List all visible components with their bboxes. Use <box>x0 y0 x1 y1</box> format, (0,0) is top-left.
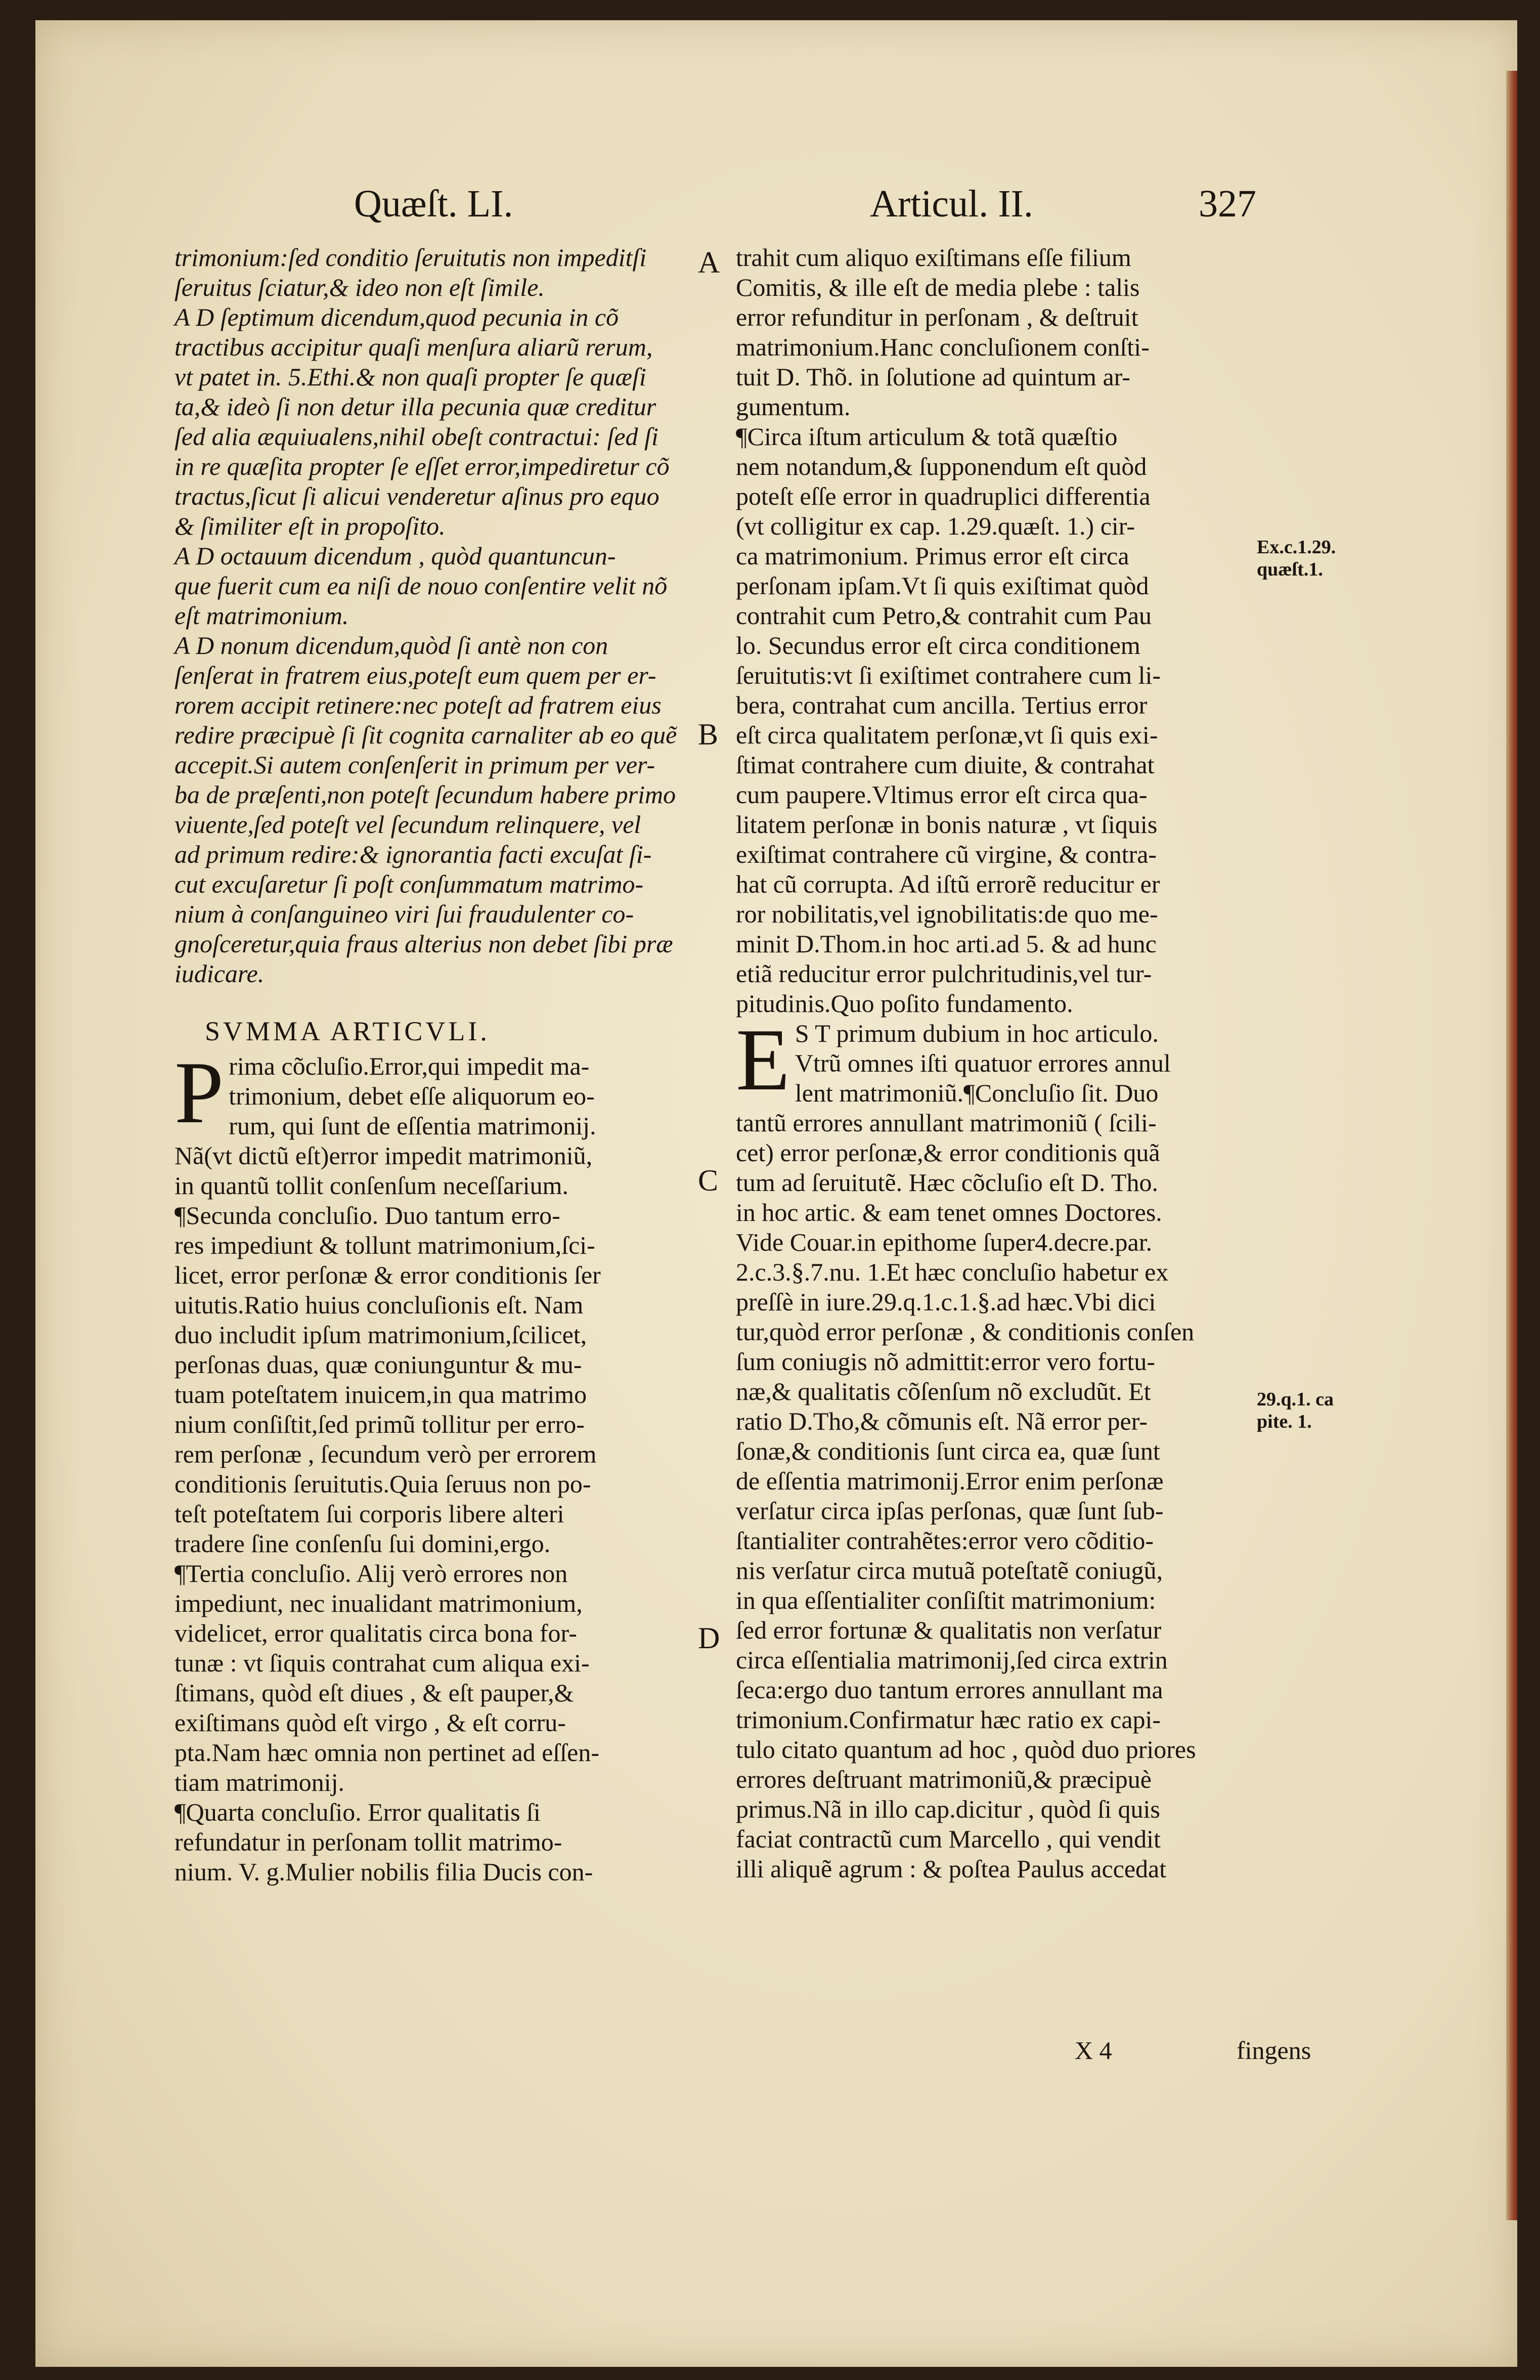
margin-note-text: 29.q.1. ca <box>1257 1389 1334 1410</box>
text-line: viuente,ſed poteſt vel ſecundum relinquere, vel <box>174 810 641 839</box>
text-line: (vt colligitur ex cap. 1.29.quæſt. 1.) cir- <box>736 512 1135 540</box>
text-line: rem perſonæ , ſecundum verò per errorem <box>174 1440 597 1468</box>
margin-note-text: quæſt.1. <box>1257 559 1323 580</box>
margin-note-text: pite. 1. <box>1257 1411 1312 1432</box>
dubium-paragraph <box>736 1010 1290 1109</box>
text-line: pta.Nam hæc omnia non pertinet ad eſſen- <box>174 1738 600 1767</box>
text-line: ſeruitutis:vt ſi exiſtimet contrahere cum li- <box>736 661 1161 689</box>
text-line: in qua eſſentialiter conſiſtit matrimonium: <box>736 1586 1156 1614</box>
text-line: ¶Quarta concluſio. Error qualitatis ſi <box>174 1798 541 1826</box>
text-line: nium conſiſtit,ſed primũ tollitur per erro- <box>174 1410 585 1438</box>
summa-body <box>174 1043 713 1887</box>
text-line: tum ad ſeruitutẽ. Hæc cõcluſio eſt D. Tho. <box>736 1168 1159 1197</box>
text-line: gnoſceretur,quia fraus alterius non debet ſibi præ <box>174 930 673 958</box>
margin-note-2 <box>1257 1388 1334 1433</box>
text-line: ca matrimonium. Primus error eſt circa <box>736 542 1129 570</box>
text-line: minit D.Thom.in hoc arti.ad 5. & ad hunc <box>736 930 1157 958</box>
text-line: eſt matrimonium. <box>174 601 349 630</box>
text-line: accepit.Si autem conſenſerit in primum per ver- <box>174 751 655 779</box>
text-line: rima cõcluſio.Error,qui impedit ma- <box>229 1052 590 1080</box>
text-line: in hoc artic. & eam tenet omnes Doctores. <box>736 1198 1162 1226</box>
text-line: hat cũ corrupta. Ad iſtũ errorẽ reducitur er <box>736 870 1160 898</box>
margin-letter-c: C <box>698 1164 719 1197</box>
text-line: cum paupere.Vltimus error eſt circa qua- <box>736 780 1148 809</box>
text-line: Nã(vt dictũ eſt)error impedit matrimoniũ, <box>174 1141 593 1170</box>
header-article: Articul. II. <box>870 183 1033 225</box>
text-line: ſenſerat in fratrem eius,poteſt eum quem per er- <box>174 661 656 689</box>
text-line: etiã reducitur error pulchritudinis,vel tur- <box>736 959 1152 988</box>
left-column <box>174 243 713 1887</box>
text-line: & ſimiliter eſt in propoſito. <box>174 512 446 540</box>
text-line: rum, qui ſunt de eſſentia matrimonij. <box>229 1112 596 1140</box>
text-line: gumentum. <box>736 392 851 421</box>
text-line: error refunditur in perſonam , & deſtruit <box>736 303 1138 331</box>
text-line: conditionis ſeruitutis.Quia ſeruus non po- <box>174 1470 591 1498</box>
text-line: litatem perſonæ in bonis naturæ , vt ſiquis <box>736 810 1158 839</box>
text-line: tractibus accipitur quaſi menſura aliarũ rerum, <box>174 333 653 361</box>
text-line: lo. Secundus error eſt circa conditionem <box>736 631 1140 659</box>
margin-note-1 <box>1257 536 1336 581</box>
margin-letter-a: A <box>698 246 720 279</box>
book-page <box>35 20 1517 2367</box>
text-line: matrimonium.Hanc concluſionem conſti- <box>736 333 1150 361</box>
text-line: ratio D.Tho,& cõmunis eſt. Nã error per- <box>736 1407 1148 1435</box>
text-line: videlicet, error qualitatis circa bona for- <box>174 1619 577 1647</box>
text-line: tunæ : vt ſiquis contrahat cum aliqua exi- <box>174 1649 590 1677</box>
text-line: 2.c.3.§.7.nu. 1.Et hæc concluſio habetur ex <box>736 1258 1169 1286</box>
text-line: ¶Secunda concluſio. Duo tantum erro- <box>174 1201 560 1229</box>
text-line: contrahit cum Petro,& contrahit cum Pau <box>736 601 1152 630</box>
text-line: licet, error perſonæ & error conditionis ſer <box>174 1261 601 1289</box>
text-line: tulo citato quantum ad hoc , quòd duo priores <box>736 1735 1196 1764</box>
summa-heading: SVMMA ARTICVLI. <box>205 1016 490 1046</box>
text-line: ſtimans, quòd eſt diues , & eſt pauper,& <box>174 1679 574 1707</box>
text-line: ſtantialiter contrahẽtes:error vero cõditio- <box>736 1526 1154 1555</box>
text-line: cet) error perſonæ,& error conditionis quã <box>736 1138 1160 1167</box>
text-line: tradere ſine conſenſu ſui domini,ergo. <box>174 1529 551 1558</box>
text-line: nis verſatur circa mutuã poteſtatẽ coniugũ, <box>736 1556 1163 1584</box>
text-line: tuit D. Thõ. in ſolutione ad quintum ar- <box>736 363 1130 391</box>
text-line: preſſè in iure.29.q.1.c.1.§.ad hæc.Vbi dici <box>736 1288 1156 1316</box>
text-line: næ,& qualitatis cõſenſum nõ excludũt. Et <box>736 1377 1151 1405</box>
text-line: iudicare. <box>174 959 265 988</box>
text-line: refundatur in perſonam tollit matrimo- <box>174 1828 562 1856</box>
text-line: faciat contractũ cum Marcello , qui vendit <box>736 1825 1161 1853</box>
text-line: trimonium, debet eſſe aliquorum eo- <box>229 1082 595 1110</box>
text-line: ſed error fortunæ & qualitatis non verſatur <box>736 1616 1162 1644</box>
margin-letter-d: D <box>698 1621 720 1655</box>
drop-cap: P <box>174 1043 224 1141</box>
text-line: tantũ errores annullant matrimoniũ ( ſcili- <box>736 1109 1157 1137</box>
text-line: ſed alia æquiualens,nihil obeſt contractui: ſed ſi <box>174 422 658 451</box>
drop-cap: E <box>736 1010 790 1109</box>
text-line: in quantũ tollit conſenſum neceſſarium. <box>174 1171 568 1200</box>
text-line: Vtrũ omnes iſti quatuor errores annul <box>795 1049 1171 1077</box>
text-line: trahit cum aliquo exiſtimans eſſe filium <box>736 243 1131 272</box>
text-line: in re quæſita propter ſe eſſet error,impediretur cõ <box>174 452 670 480</box>
text-line: ad primum redire:& ignorantia facti excuſat ſi- <box>174 840 652 868</box>
text-line: vt patet in. 5.Ethi.& non quaſi propter ſe quæſi <box>174 363 646 391</box>
text-line: A D octauum dicendum , quòd quantuncun- <box>174 542 616 570</box>
margin-letter-b: B <box>698 718 719 751</box>
text-line: trimonium.Confirmatur hæc ratio ex capi- <box>736 1705 1161 1734</box>
text-line: ba de præſenti,non poteſt ſecundum habere primo <box>174 780 676 809</box>
text-line: tur,quòd error perſonæ , & conditionis conſen <box>736 1317 1195 1346</box>
text-line: exiſtimans quòd eſt virgo , & eſt corru- <box>174 1708 566 1737</box>
text-line: circa eſſentialia matrimonij,ſed circa extrin <box>736 1646 1168 1674</box>
text-line: bera, contrahat cum ancilla. Tertius error <box>736 691 1148 719</box>
running-header <box>35 182 1517 243</box>
text-line: perſonam ipſam.Vt ſi quis exiſtimat quòd <box>736 571 1149 600</box>
text-line: lent matrimoniũ.¶Concluſio ſit. Duo <box>795 1079 1159 1107</box>
text-line: nium. V. g.Mulier nobilis filia Ducis con- <box>174 1858 593 1886</box>
text-line: Vide Couar.in epithome ſuper4.decre.par. <box>736 1228 1153 1256</box>
text-line: primus.Nã in illo cap.dicitur , quòd ſi quis <box>736 1795 1160 1823</box>
text-line: ſonæ,& conditionis ſunt circa ea, quæ ſunt <box>736 1437 1160 1465</box>
text-line: tractus,ſicut ſi alicui venderetur aſinus pro equo <box>174 482 659 510</box>
text-line: ¶Circa iſtum articulum & totã quæſtio <box>736 422 1118 451</box>
text-line: impediunt, nec inualidant matrimonium, <box>174 1589 583 1617</box>
page-number: 327 <box>1199 183 1256 225</box>
text-line: illi aliquẽ agrum : & poſtea Paulus accedat <box>736 1855 1167 1883</box>
text-line: nem notandum,& ſupponendum eſt quòd <box>736 452 1147 480</box>
text-line: duo includit ipſum matrimonium,ſcilicet, <box>174 1320 587 1349</box>
text-line: de eſſentia matrimonij.Error enim perſonæ <box>736 1467 1164 1495</box>
text-line: ror nobilitatis,vel ignobilitatis:de quo me- <box>736 900 1158 928</box>
text-line: redire præcipuè ſi ſit cognita carnaliter ab eo quẽ <box>174 721 677 749</box>
text-line: tuam poteſtatem inuicem,in qua matrimo <box>174 1380 587 1408</box>
text-line: cut excuſaretur ſi poſt conſummatum matrimo- <box>174 870 644 898</box>
margin-note-text: Ex.c.1.29. <box>1257 537 1336 558</box>
text-line: A D nonum dicendum,quòd ſi antè non con <box>174 631 608 659</box>
page-fore-edge <box>1506 71 1517 2220</box>
text-line: S T primum dubium in hoc articulo. <box>795 1019 1159 1047</box>
text-line: ¶Tertia concluſio. Alij verò errores non <box>174 1559 568 1588</box>
italic-replies <box>174 243 713 989</box>
text-line: nium à conſanguineo viri ſui fraudulenter co- <box>174 900 634 928</box>
text-line: trimonium:ſed conditio ſeruitutis non impeditſi <box>174 243 647 272</box>
text-line: ſeca:ergo duo tantum errores annullant ma <box>736 1676 1163 1704</box>
text-line: tiam matrimonij. <box>174 1768 345 1796</box>
text-line: uitutis.Ratio huius concluſionis eſt. Nam <box>174 1291 584 1319</box>
text-line: teſt poteſtatem ſui corporis libere alteri <box>174 1500 564 1528</box>
text-line: ſum coniugis nõ admittit:error vero fortu- <box>736 1347 1155 1376</box>
text-line: rorem accipit retinere:nec poteſt ad fratrem eius <box>174 691 662 719</box>
text-line: ſeruitus ſciatur,& ideo non eſt ſimile. <box>174 273 545 301</box>
text-line: A D ſeptimum dicendum,quod pecunia in cõ <box>174 303 619 331</box>
text-line: ſtimat contrahere cum diuite, & contrahat <box>736 751 1155 779</box>
text-line: que fuerit cum ea niſi de nouo conſentire velit nõ <box>174 571 668 600</box>
text-line: pitudinis.Quo poſito fundamento. <box>736 989 1073 1018</box>
signature-mark: X 4 <box>1075 2036 1112 2064</box>
text-line: res impediunt & tollunt matrimonium,ſci- <box>174 1231 595 1259</box>
text-line: ta,& ideò ſi non detur illa pecunia quæ creditur <box>174 392 656 421</box>
text-line: errores deſtruant matrimoniũ,& præcipuè <box>736 1765 1152 1793</box>
text-line: poteſt eſſe error in quadruplici differentia <box>736 482 1151 510</box>
right-column <box>736 243 1290 1884</box>
text-line: verſatur circa ipſas perſonas, quæ ſunt ſub- <box>736 1496 1164 1525</box>
text-line: eſt circa qualitatem perſonæ,vt ſi quis exi- <box>736 721 1158 749</box>
text-line: perſonas duas, quæ coniunguntur & mu- <box>174 1350 582 1379</box>
header-question: Quæſt. LI. <box>354 183 513 225</box>
text-line: Comitis, & ille eſt de media plebe : talis <box>736 273 1140 301</box>
catchword: fingens <box>1237 2036 1311 2064</box>
text-line: exiſtimat contrahere cũ virgine, & contra- <box>736 840 1157 868</box>
